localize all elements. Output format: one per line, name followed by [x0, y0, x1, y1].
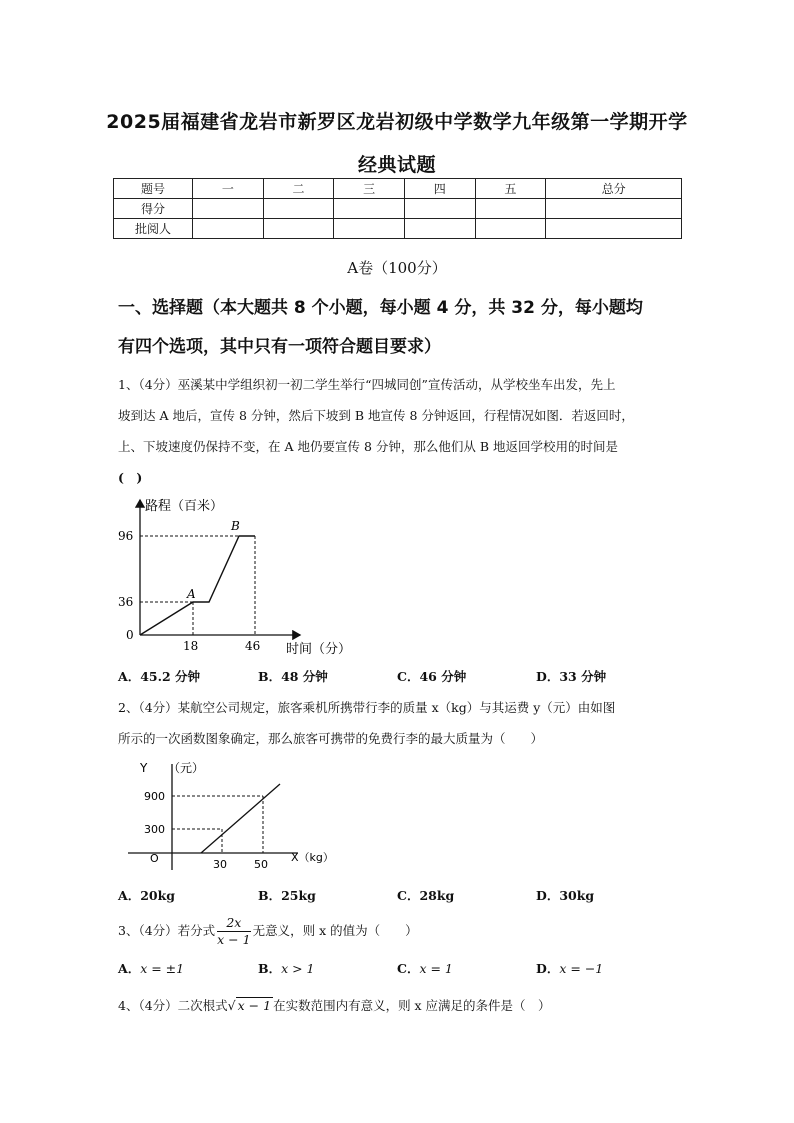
q1-line: 1、（4分）巫溪某中学组织初一初二学生举行“四城同创”宣传活动，从学校坐车出发，先上 [118, 377, 616, 392]
x-tick-label: 50 [254, 858, 268, 871]
score-table-header-cell: 五 [475, 179, 546, 199]
q1-option-d[interactable]: D．33 分钟 [536, 669, 607, 684]
q4-suffix: 在实数范围内有意义，则 x 应满足的条件是（ ） [273, 998, 551, 1013]
q2-option-c[interactable]: C．28kg [397, 888, 455, 903]
q3-prefix: 3、（4分）若分式 [118, 923, 216, 938]
radicand: x − 1 [237, 998, 272, 1013]
x-tick-label: 30 [213, 858, 227, 871]
q1-option-c[interactable]: C．46 分钟 [397, 669, 467, 684]
q3-option-b[interactable] [258, 959, 315, 977]
score-table-row [114, 199, 682, 219]
q2-option-a[interactable]: A．20kg [118, 888, 175, 903]
q3-text [118, 914, 686, 948]
q2-luggage-fee-graph [120, 758, 350, 873]
option-letter: D． [536, 961, 560, 976]
point-b-label: B [231, 519, 240, 533]
origin-label: O [150, 852, 159, 865]
score-table-row-label: 批阅人 [114, 219, 193, 239]
q3-option-d[interactable] [536, 959, 603, 977]
score-cell[interactable] [263, 199, 334, 219]
score-cell[interactable] [404, 219, 475, 239]
option-letter: B． [258, 961, 282, 976]
q1-option-a[interactable]: A．45.2 分钟 [118, 669, 200, 684]
q1-line: ( ) [118, 470, 143, 485]
score-table-header-cell: 总分 [546, 179, 682, 199]
q3-option-a[interactable] [118, 959, 184, 977]
score-table [113, 178, 682, 239]
score-cell[interactable] [475, 219, 546, 239]
q1-line: 上、下坡速度仍保持不变，在 A 地仍要宣传 8 分钟，那么他们从 B 地返回学校用的时间是 [118, 439, 619, 454]
fraction-denominator: x − 1 [217, 932, 251, 947]
q3-suffix: 无意义，则 x 的值为（ ） [252, 923, 418, 938]
y-tick-label: 96 [118, 529, 134, 543]
score-cell[interactable] [193, 219, 264, 239]
score-table-row [114, 219, 682, 239]
option-math: x = −1 [559, 961, 604, 976]
q1-text [118, 369, 686, 493]
page-title-line2: 经典试题 [357, 154, 436, 176]
q4-prefix: 4、（4分）二次根式 [118, 998, 228, 1013]
score-table-header-cell: 三 [334, 179, 405, 199]
q4-square-root: √ x − 1 [227, 998, 272, 1013]
y-axis-label: Y [140, 761, 148, 775]
q2-line: 所示的一次函数图象确定，那么旅客可携带的免费行李的最大质量为（ ） [118, 731, 544, 746]
score-cell[interactable] [334, 199, 405, 219]
x-tick-label: 46 [245, 639, 261, 653]
y-tick-label: 0 [126, 628, 134, 642]
point-a-label: A [187, 587, 196, 601]
score-cell[interactable] [546, 199, 682, 219]
q3-fraction [217, 915, 250, 948]
q2-line: 2、（4分）某航空公司规定，旅客乘机所携带行李的质量 x（kg）与其运费 y（元）由如图 [118, 700, 616, 715]
section1-heading-line2: 有四个选项，其中只有一项符合题目要求） [118, 337, 441, 357]
volume-label: A卷（100分） [347, 259, 447, 277]
x-tick-label: 18 [183, 639, 199, 653]
score-cell[interactable] [404, 199, 475, 219]
x-axis-label: X（kg） [291, 851, 334, 864]
section1-heading-line1: 一、选择题（本大题共 8 个小题，每小题 4 分，共 32 分，每小题均 [118, 298, 643, 318]
y-axis-label: 路程（百米） [145, 499, 224, 514]
fee-line [201, 784, 280, 853]
page-title-line1: 2025届福建省龙岩市新罗区龙岩初级中学数学九年级第一学期开学 [106, 111, 688, 133]
q2-option-b[interactable]: B．25kg [258, 888, 316, 903]
q1-distance-time-graph [115, 492, 365, 662]
option-math: x > 1 [281, 961, 315, 976]
score-table-row-label: 得分 [114, 199, 193, 219]
option-letter: A． [118, 961, 141, 976]
route-line [140, 536, 255, 635]
score-cell[interactable] [546, 219, 682, 239]
score-table-header-cell: 四 [404, 179, 475, 199]
q4-text [118, 990, 686, 1021]
y-tick-label: 900 [144, 790, 165, 803]
q1-line: 坡到达 A 地后，宣传 8 分钟，然后下坡到 B 地宣传 8 分钟返回，行程情况如图．若返回时， [118, 408, 634, 423]
q2-option-d[interactable]: D．30kg [536, 888, 595, 903]
score-cell[interactable] [263, 219, 334, 239]
score-table-header-cell: 二 [263, 179, 334, 199]
q2-text [118, 692, 686, 754]
y-tick-label: 36 [118, 595, 134, 609]
fraction-numerator: 2x [217, 915, 250, 932]
score-cell[interactable] [334, 219, 405, 239]
y-tick-label: 300 [144, 823, 165, 836]
score-table-header-row [114, 179, 682, 199]
y-axis-unit: （元） [168, 761, 205, 775]
option-math: x = ±1 [140, 961, 185, 976]
option-math: x = 1 [419, 961, 453, 976]
score-cell[interactable] [475, 199, 546, 219]
q3-option-c[interactable] [397, 959, 453, 977]
option-letter: C． [397, 961, 420, 976]
score-cell[interactable] [193, 199, 264, 219]
score-table-header-cell: 题号 [114, 179, 193, 199]
x-axis-label: 时间（分） [286, 642, 352, 657]
score-table-header-cell: 一 [193, 179, 264, 199]
q1-option-b[interactable]: B．48 分钟 [258, 669, 328, 684]
